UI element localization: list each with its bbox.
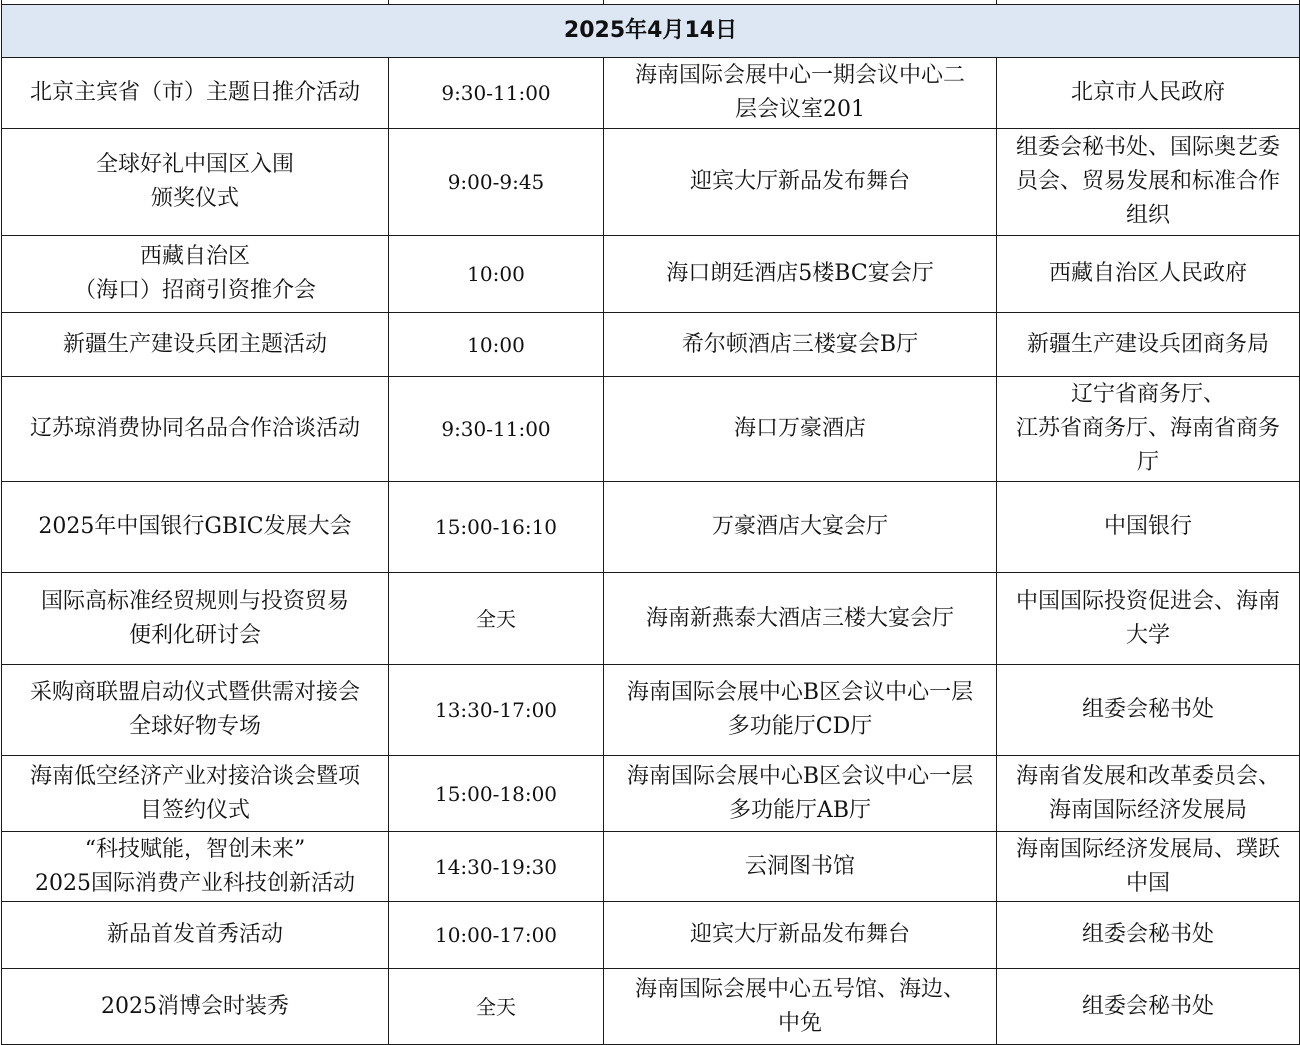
table-row [2,482,1300,573]
table-row [2,236,1300,313]
event-organizer-cell: 海南省发展和改革委员会、 海南国际经济发展局 [997,756,1300,832]
event-location-cell: 海南新燕泰大酒店三楼大宴会厅 [604,573,997,665]
date-header: 2025年4月14日 [2,5,1300,58]
event-time-cell: 10:00-17:00 [389,902,604,969]
event-name-cell: 海南低空经济产业对接洽谈会暨项 目签约仪式 [2,756,389,832]
table-row [2,377,1300,482]
event-organizer-cell: 北京市人民政府 [997,58,1300,129]
event-name-cell: 新品首发首秀活动 [2,902,389,969]
event-name-cell: 2025年中国银行GBIC发展大会 [2,482,389,573]
table-row [2,58,1300,129]
event-time-cell: 15:00-18:00 [389,756,604,832]
event-location-cell: 海南国际会展中心一期会议中心二 层会议室201 [604,58,997,129]
table-row [2,129,1300,236]
event-name-cell: 北京主宾省（市）主题日推介活动 [2,58,389,129]
table-row [2,756,1300,832]
event-organizer-cell: 组委会秘书处 [997,665,1300,756]
event-organizer-cell: 组委会秘书处 [997,902,1300,969]
table-row [2,313,1300,377]
event-name-cell: 新疆生产建设兵团主题活动 [2,313,389,377]
event-time-cell: 13:30-17:00 [389,665,604,756]
event-organizer-cell: 西藏自治区人民政府 [997,236,1300,313]
event-name-cell: 国际高标准经贸规则与投资贸易 便利化研讨会 [2,573,389,665]
event-time-cell: 14:30-19:30 [389,832,604,902]
table-row [2,665,1300,756]
event-location-cell: 海口朗廷酒店5楼BC宴会厅 [604,236,997,313]
event-location-cell: 海南国际会展中心五号馆、海边、 中免 [604,969,997,1045]
event-organizer-cell: 辽宁省商务厅、 江苏省商务厅、海南省商务 厅 [997,377,1300,482]
events-table [1,0,1300,1045]
event-name-cell: 2025消博会时装秀 [2,969,389,1045]
event-location-cell: 迎宾大厅新品发布舞台 [604,129,997,236]
event-organizer-cell: 中国国际投资促进会、海南 大学 [997,573,1300,665]
event-organizer-cell: 新疆生产建设兵团商务局 [997,313,1300,377]
event-name-cell: 全球好礼中国区入围 颁奖仪式 [2,129,389,236]
event-organizer-cell: 海南国际经济发展局、璞跃 中国 [997,832,1300,902]
table-row [2,573,1300,665]
event-name-cell: 辽苏琼消费协同名品合作洽谈活动 [2,377,389,482]
event-time-cell: 全天 [389,969,604,1045]
event-location-cell: 万豪酒店大宴会厅 [604,482,997,573]
event-name-cell: 采购商联盟启动仪式暨供需对接会 全球好物专场 [2,665,389,756]
event-time-cell: 9:30-11:00 [389,377,604,482]
event-organizer-cell: 组委会秘书处、国际奥艺委 员会、贸易发展和标准合作 组织 [997,129,1300,236]
event-time-cell: 10:00 [389,313,604,377]
event-name-cell: 西藏自治区 （海口）招商引资推介会 [2,236,389,313]
table-row [2,969,1300,1045]
table-row [2,832,1300,902]
event-location-cell: 海南国际会展中心B区会议中心一层 多功能厅AB厅 [604,756,997,832]
event-location-cell: 希尔顿酒店三楼宴会B厅 [604,313,997,377]
date-header-row [2,5,1300,58]
event-location-cell: 云洞图书馆 [604,832,997,902]
event-location-cell: 迎宾大厅新品发布舞台 [604,902,997,969]
event-time-cell: 10:00 [389,236,604,313]
event-name-cell: “科技赋能，智创未来” 2025国际消费产业科技创新活动 [2,832,389,902]
event-organizer-cell: 组委会秘书处 [997,969,1300,1045]
event-time-cell: 15:00-16:10 [389,482,604,573]
event-time-cell: 全天 [389,573,604,665]
event-organizer-cell: 中国银行 [997,482,1300,573]
event-time-cell: 9:00-9:45 [389,129,604,236]
event-location-cell: 海口万豪酒店 [604,377,997,482]
event-location-cell: 海南国际会展中心B区会议中心一层 多功能厅CD厅 [604,665,997,756]
table-row [2,902,1300,969]
event-time-cell: 9:30-11:00 [389,58,604,129]
